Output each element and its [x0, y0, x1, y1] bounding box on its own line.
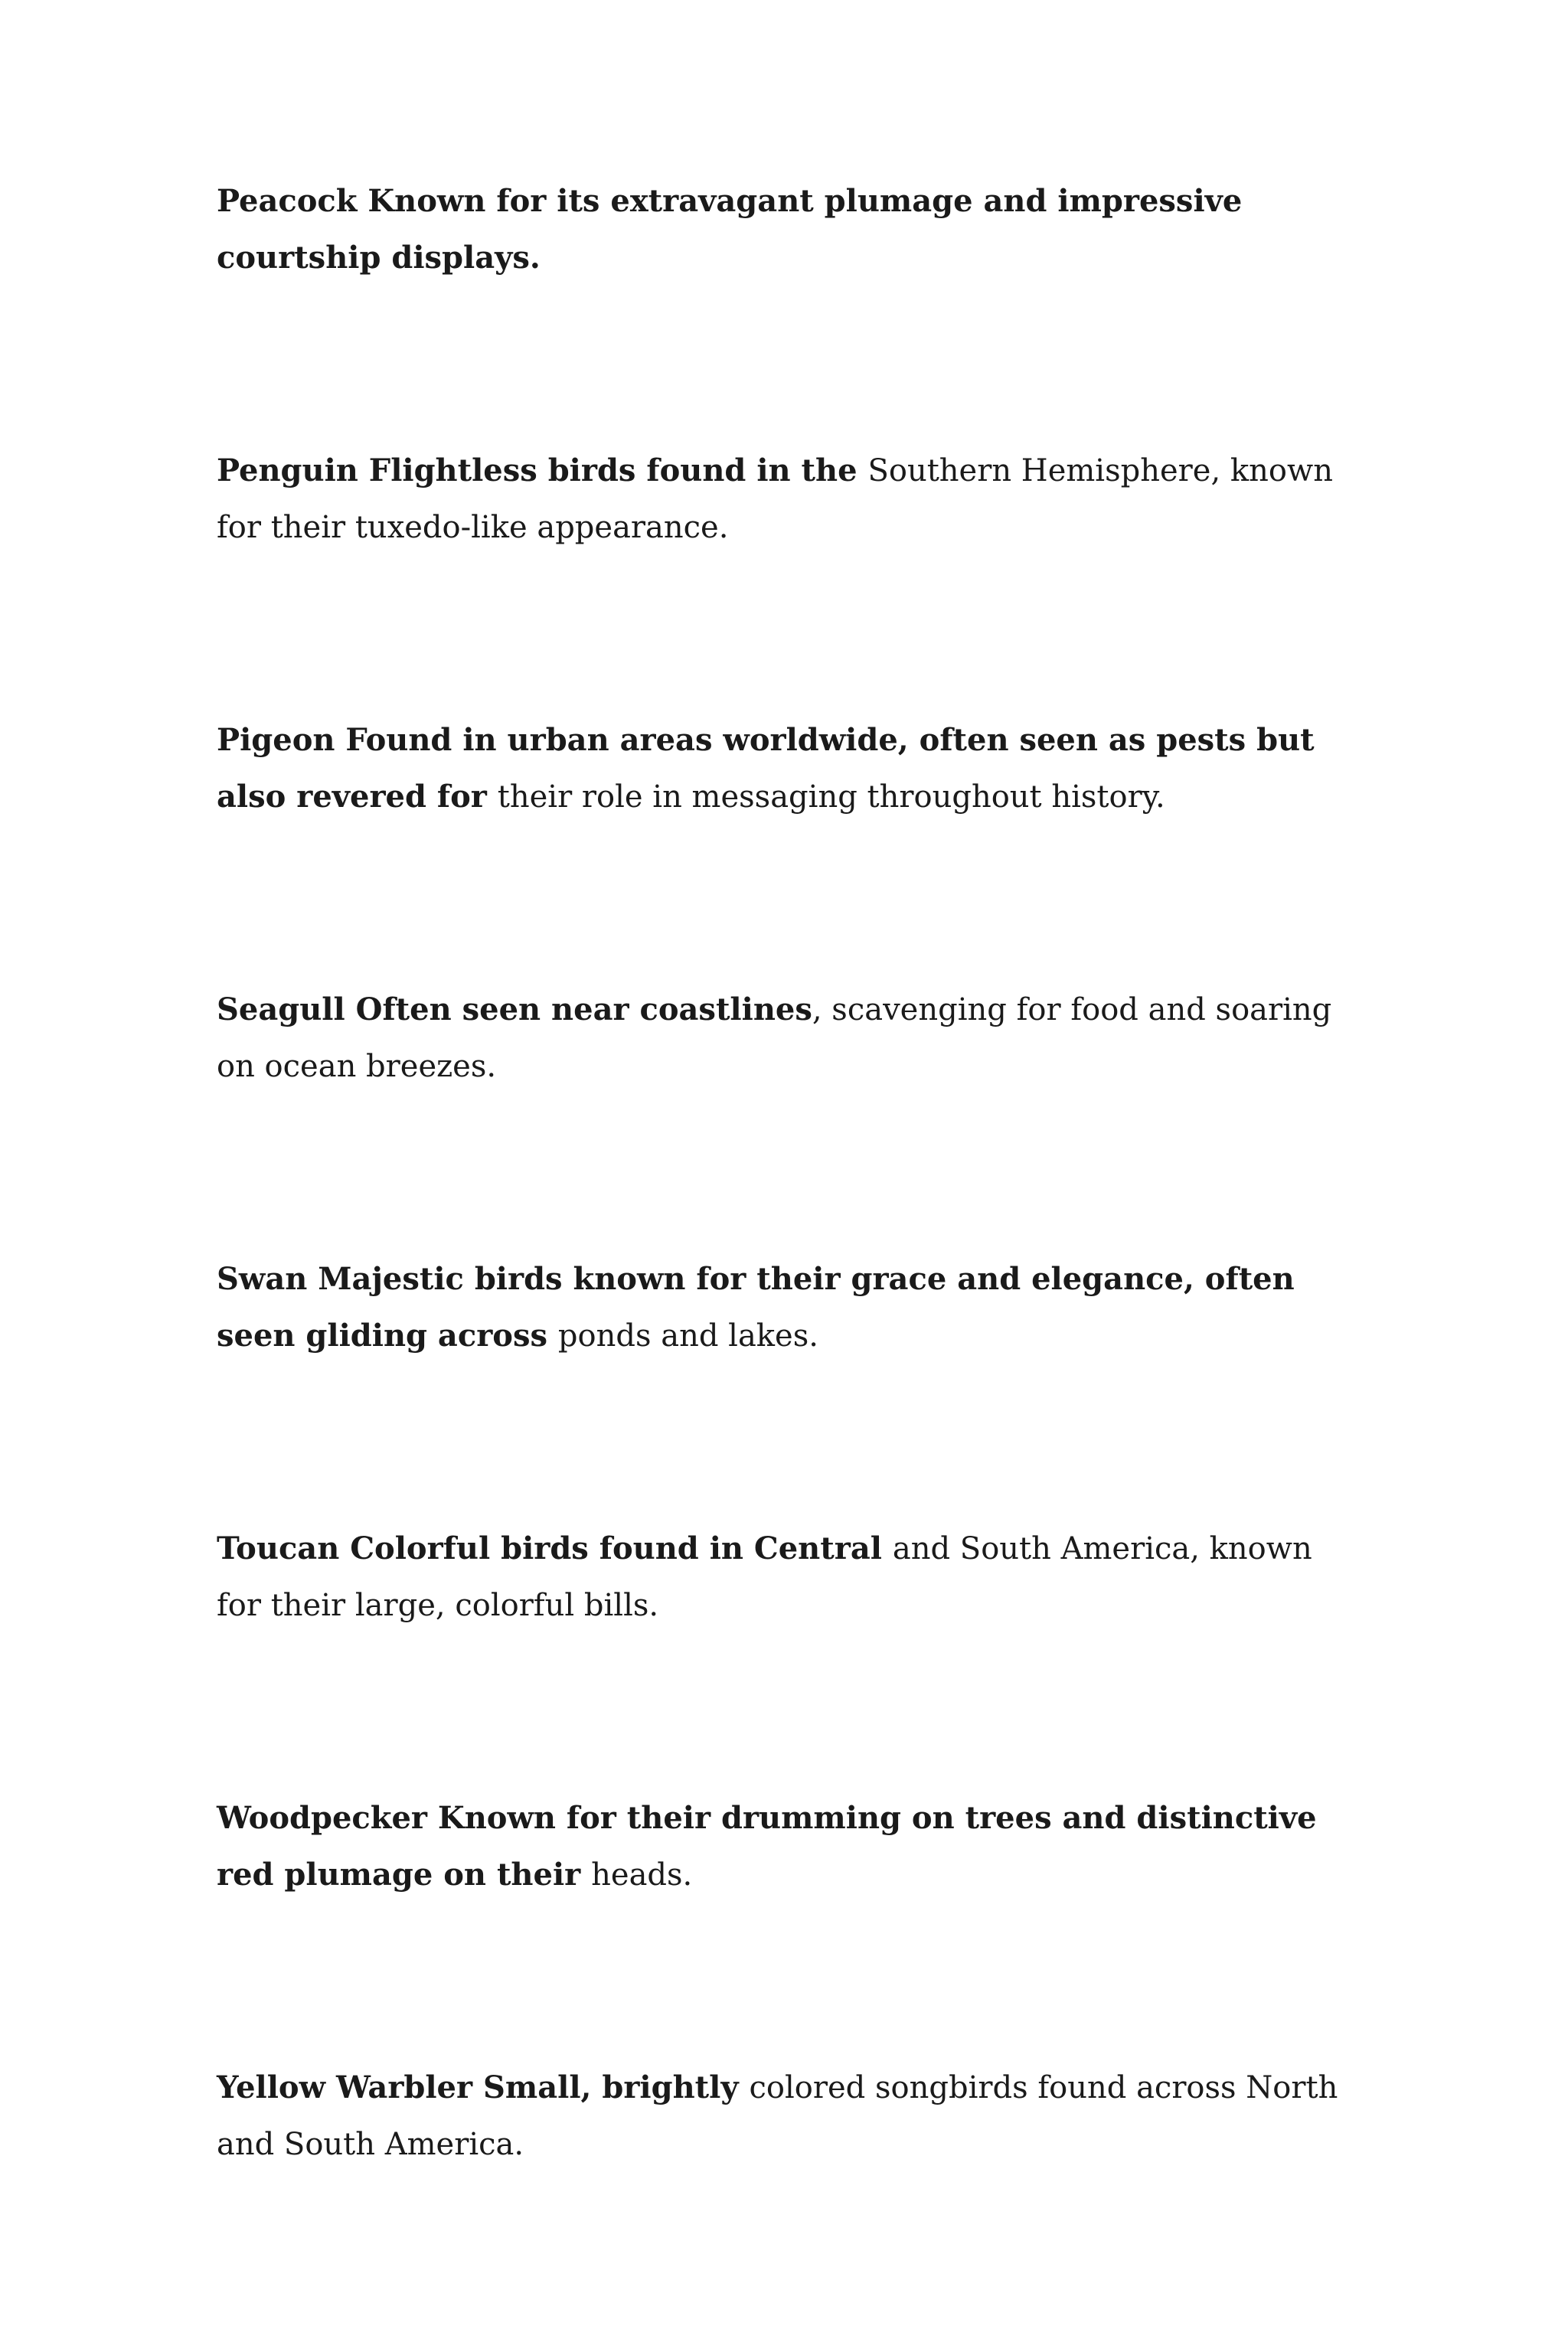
entry-bold-text: Peacock Known for its extravagant plumage and impressive courtship displays. [217, 183, 1243, 276]
entry-bold-text: Yellow Warbler Small, brightly [217, 2069, 750, 2105]
entry-bold-text: Seagull Often seen near coastlines [217, 991, 812, 1027]
entry-bold-text: Woodpecker Known for their drumming on trees and distinctive red plumage on their [217, 1800, 1317, 1893]
entry-normal-text: and South America, known for their large, colorful bills. [217, 1531, 1312, 1623]
bird-entry-yellow-warbler [217, 2060, 1357, 2173]
entry-normal-text: Southern Hemisphere, known for their tuxedo-like appearance. [217, 453, 1333, 545]
entry-bold-text: Pigeon Found in urban areas worldwide, often seen as pests but also revered for [217, 722, 1315, 815]
entry-normal-text: heads. [591, 1857, 693, 1893]
bird-entry-penguin [217, 443, 1357, 556]
bird-entry-swan [217, 1251, 1357, 1364]
entry-bold-text: Swan Majestic birds known for their grace and elegance, often seen gliding across [217, 1261, 1295, 1354]
bird-entry-pigeon [217, 712, 1357, 825]
entry-bold-text: Penguin Flightless birds found in the [217, 452, 868, 488]
bird-entry-seagull [217, 982, 1357, 1095]
entry-normal-text: ponds and lakes. [557, 1318, 818, 1354]
bird-entry-peacock [217, 173, 1357, 286]
bird-entry-toucan [217, 1521, 1357, 1634]
document-page [217, 173, 1357, 2329]
entry-bold-text: Toucan Colorful birds found in Central [217, 1530, 893, 1566]
entry-normal-text: colored songbirds found across North and South America. [217, 2070, 1338, 2162]
entry-normal-text: , scavenging for food and soaring on ocean breezes. [217, 992, 1332, 1084]
bird-entry-woodpecker [217, 1790, 1357, 1903]
entry-normal-text: their role in messaging throughout history. [497, 779, 1165, 815]
